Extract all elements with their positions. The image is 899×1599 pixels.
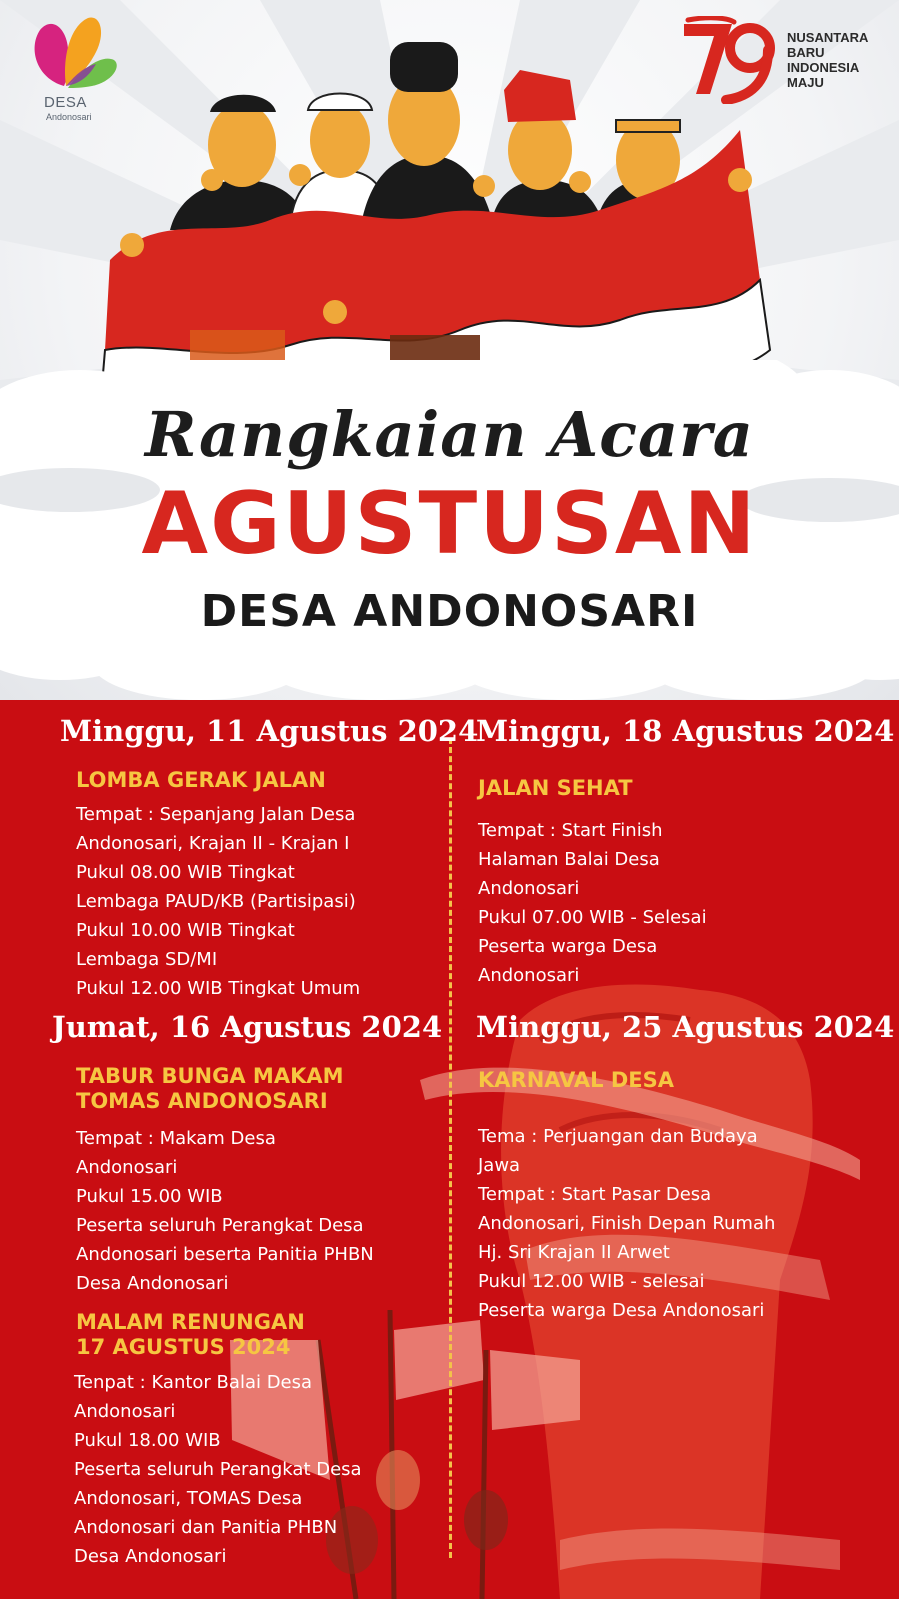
event-title xyxy=(76,1064,344,1114)
anniversary-theme-text xyxy=(787,30,897,90)
event-detail-line: Pukul 18.00 WIB xyxy=(74,1430,221,1451)
event-title xyxy=(76,768,326,793)
theme-line: NUSANTARA xyxy=(787,30,869,45)
event-detail-line: Pukul 12.00 WIB Tingkat Umum xyxy=(76,978,361,999)
event-detail-line: Jawa xyxy=(478,1155,521,1176)
event-detail-line: Tema : Perjuangan dan Budaya xyxy=(478,1126,758,1147)
event-detail-line: Desa Andonosari xyxy=(76,1273,229,1294)
event-title xyxy=(478,1068,674,1093)
desa-logo-subtext: Andonosari xyxy=(46,112,92,122)
event-detail-line: Andonosari beserta Panitia PHBN xyxy=(76,1244,374,1265)
event-details xyxy=(478,816,707,990)
theme-line: INDONESIA xyxy=(787,60,860,75)
event-detail-line: Pukul 10.00 WIB Tingkat xyxy=(76,920,295,941)
event-detail-line: Andonosari xyxy=(76,1157,178,1178)
date-heading: Minggu, 11 Agustus 2024 xyxy=(60,714,479,748)
event-title-line: TOMAS ANDONOSARI xyxy=(76,1089,328,1113)
event-detail-line: Andonosari xyxy=(478,878,580,899)
event-title-line: MALAM RENUNGAN xyxy=(76,1310,305,1334)
date-heading: Minggu, 25 Agustus 2024 xyxy=(476,1010,895,1044)
event-detail-line: Andonosari dan Panitia PHBN xyxy=(74,1517,338,1538)
event-detail-line: Pukul 15.00 WIB xyxy=(76,1186,223,1207)
desa-logo-text: DESA xyxy=(44,94,87,111)
event-title-line: LOMBA GERAK JALAN xyxy=(76,768,326,792)
event-detail-line: Lembaga SD/MI xyxy=(76,949,218,970)
event-title-line: 17 AGUSTUS 2024 xyxy=(76,1335,291,1359)
subtitle: DESA ANDONOSARI xyxy=(200,586,699,637)
event-detail-line: Tempat : Makam Desa xyxy=(76,1128,276,1149)
event-detail-line: Andonosari xyxy=(74,1401,176,1422)
event-title-line: JALAN SEHAT xyxy=(478,776,633,800)
event-title xyxy=(76,1310,305,1360)
event-detail-line: Pukul 08.00 WIB Tingkat xyxy=(76,862,295,883)
event-detail-line: Andonosari, Krajan II - Krajan I xyxy=(76,833,350,854)
date-heading: Jumat, 16 Agustus 2024 xyxy=(52,1010,443,1044)
date-heading: Minggu, 18 Agustus 2024 xyxy=(476,714,895,748)
theme-line: BARU xyxy=(787,45,825,60)
event-details xyxy=(76,800,360,1003)
event-detail-line: Peserta warga Desa Andonosari xyxy=(478,1300,765,1321)
main-title: AGUSTUSAN xyxy=(141,474,758,574)
event-title-line: KARNAVAL DESA xyxy=(478,1068,675,1092)
event-detail-line: Halaman Balai Desa xyxy=(478,849,660,870)
event-detail-line: Lembaga PAUD/KB (Partisipasi) xyxy=(76,891,356,912)
event-detail-line: Tempat : Sepanjang Jalan Desa xyxy=(76,804,356,825)
event-detail-line: Tempat : Start Pasar Desa xyxy=(478,1184,712,1205)
event-detail-line: Peserta warga Desa xyxy=(478,936,658,957)
event-details xyxy=(478,1122,775,1325)
theme-line: MAJU xyxy=(787,75,824,90)
script-title: Rangkaian Acara xyxy=(145,398,754,471)
event-detail-line: Pukul 07.00 WIB - Selesai xyxy=(478,907,707,928)
event-details xyxy=(74,1368,362,1571)
event-title xyxy=(478,776,633,801)
event-detail-line: Pukul 12.00 WIB - selesai xyxy=(478,1271,705,1292)
column-divider xyxy=(449,738,452,1558)
event-detail-line: Andonosari xyxy=(478,965,580,986)
event-detail-line: Peserta seluruh Perangkat Desa xyxy=(74,1459,362,1480)
event-detail-line: Andonosari, TOMAS Desa xyxy=(74,1488,303,1509)
event-detail-line: Tempat : Start Finish xyxy=(478,820,663,841)
event-title-line: TABUR BUNGA MAKAM xyxy=(76,1064,344,1088)
event-detail-line: Peserta seluruh Perangkat Desa xyxy=(76,1215,364,1236)
event-detail-line: Tenpat : Kantor Balai Desa xyxy=(74,1372,313,1393)
event-detail-line: Desa Andonosari xyxy=(74,1546,227,1567)
event-detail-line: Andonosari, Finish Depan Rumah xyxy=(478,1213,776,1234)
event-details xyxy=(76,1124,374,1298)
event-detail-line: Hj. Sri Krajan II Arwet xyxy=(478,1242,670,1263)
